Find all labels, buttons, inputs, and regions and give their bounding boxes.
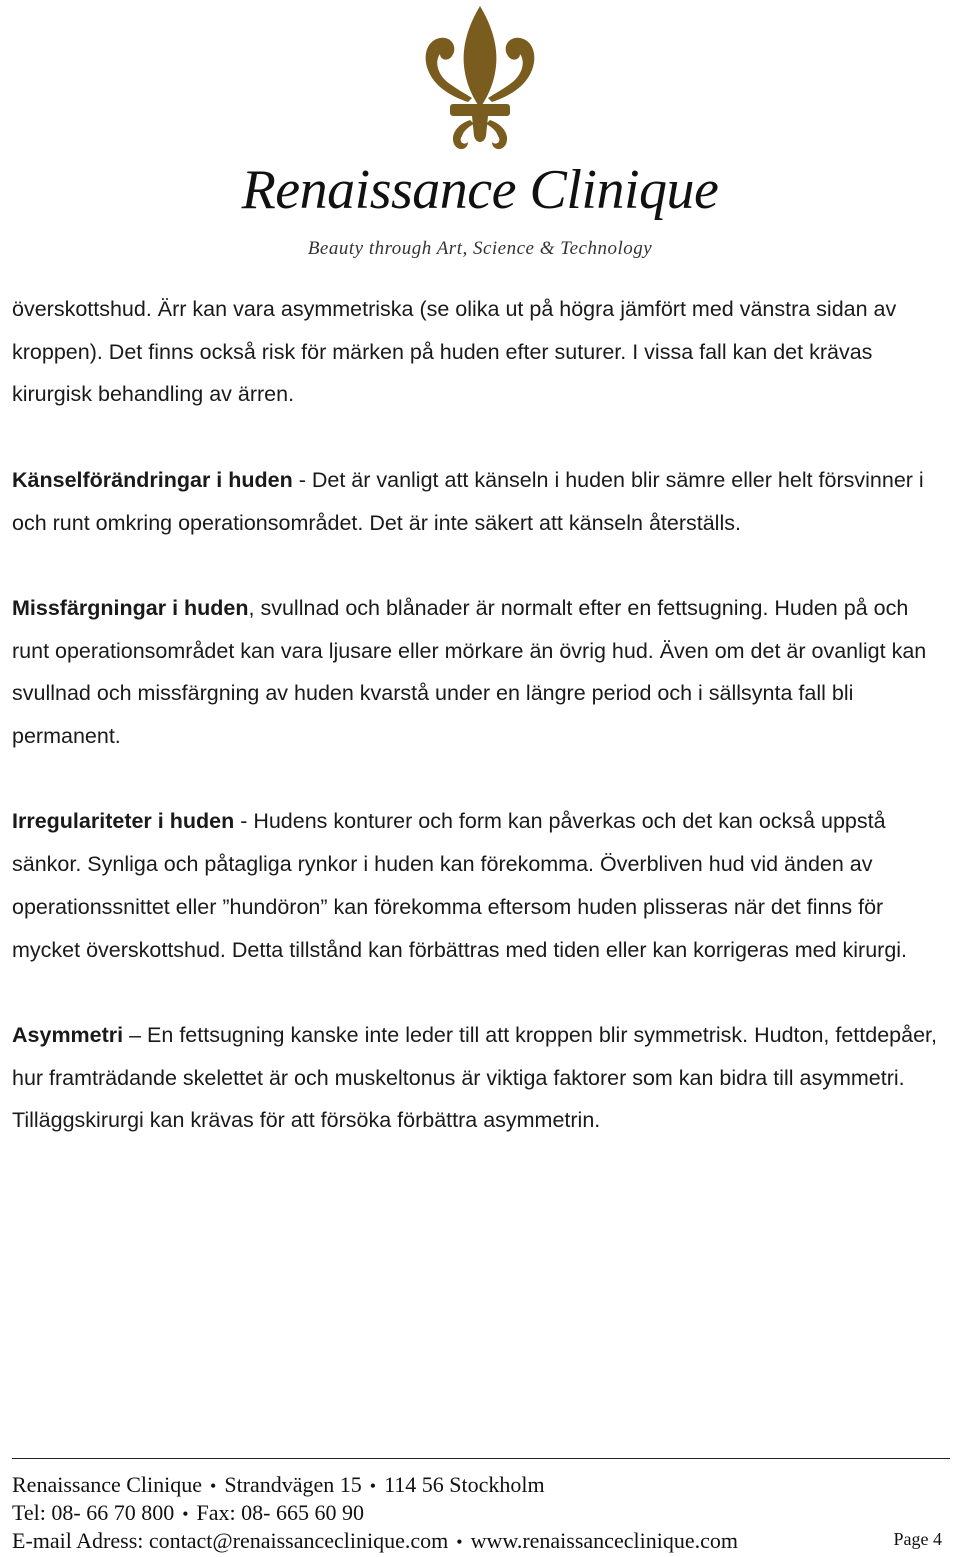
- document-body: [12, 288, 948, 1185]
- heading-sensation: Känselförändringar i huden: [12, 467, 293, 492]
- footer-website[interactable]: www.renaissanceclinique.com: [470, 1528, 738, 1553]
- footer-address-line: [12, 1471, 950, 1499]
- fleur-de-lis-icon: [410, 4, 550, 159]
- heading-asymmetry: Asymmetri: [12, 1022, 124, 1047]
- text-asymmetry: – En fettsugning kanske inte leder till att kroppen blir symmetrisk. Hudton, fettdepåer, hur framträdande skelettet är och muskeltonus är viktiga faktorer som kan bidra till asymmetri. Tilläggskirurgi kan krävas för att försöka förbättra asymmetrin.: [12, 1022, 937, 1133]
- footer-phone-line: [12, 1499, 950, 1527]
- paragraph-irregularities: [12, 800, 948, 971]
- heading-irregularities: Irregulariteter i huden: [12, 809, 235, 834]
- text-discoloration: , svullnad och blånader är normalt efter en fettsugning. Huden på och runt operationsområdet kan vara ljusare eller mörkare än övrig hud. Även om det är ovanligt kan svullnad och missfärgning av huden kvarstå under en längre period och i sällsynta fall bli permanent.: [12, 595, 927, 748]
- footer-tel: Tel: 08- 66 70 800: [12, 1500, 175, 1525]
- bullet-separator: •: [210, 1476, 217, 1496]
- page-number: Page 4: [893, 1529, 942, 1549]
- bullet-separator: •: [456, 1532, 463, 1552]
- footer-street: Strandvägen 15: [224, 1472, 362, 1497]
- text-sensation: - Det är vanligt att känseln i huden blir sämre eller helt försvinner i och runt omkring operationsområdet. Det är inte säkert att känseln återställs.: [12, 467, 924, 535]
- footer-city: 114 56 Stockholm: [384, 1472, 545, 1497]
- bullet-separator: •: [369, 1476, 377, 1496]
- logo: [0, 0, 960, 280]
- brand-tagline: Beauty through Art, Science & Technology: [307, 238, 653, 259]
- brand-name: Renaissance Clinique: [241, 159, 719, 221]
- bullet-separator: •: [182, 1504, 189, 1524]
- paragraph-asymmetry: [12, 1014, 948, 1142]
- footer-divider: [12, 1458, 950, 1459]
- heading-discoloration: Missfärgningar i huden: [12, 595, 249, 620]
- paragraph-scars: överskottshud. Ärr kan vara asymmetriska (se olika ut på högra jämfört med vänstra sidan av kroppen). Det finns också risk för märken på huden efter suturer. I vissa fall kan det krävas kirurgisk behandling av ärren.: [12, 297, 897, 407]
- footer-email[interactable]: E-mail Adress: contact@renaissanceclinique.com: [12, 1528, 449, 1553]
- footer-clinic-name: Renaissance Clinique: [12, 1472, 203, 1497]
- paragraph-sensation: [12, 459, 948, 544]
- text-irregularities: - Hudens konturer och form kan påverkas och det kan också uppstå sänkor. Synliga och påtagliga rynkor i huden kan förekomma. Överbliven hud vid änden av operationssnittet eller ”hundöron” kan förekomma eftersom huden plisseras när det finns för mycket överskottshud. Detta tillstånd kan förbättras med tiden eller kan korrigeras med kirurgi.: [12, 809, 908, 962]
- footer-fax: Fax: 08- 665 60 90: [196, 1500, 364, 1525]
- footer-contact-line: [12, 1527, 950, 1555]
- footer: [12, 1471, 950, 1555]
- paragraph-discoloration: [12, 587, 948, 758]
